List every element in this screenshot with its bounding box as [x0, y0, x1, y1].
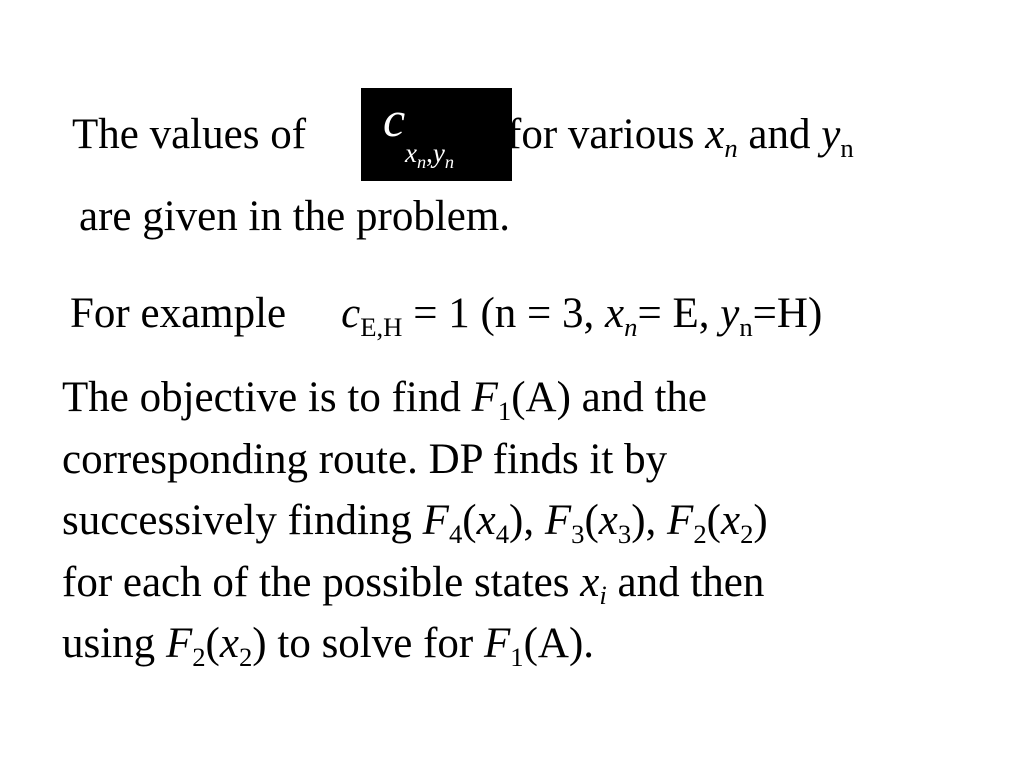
l3-paren-1: (: [462, 497, 477, 544]
l3-paren-6: ): [753, 497, 768, 544]
xi-sub: i: [599, 580, 607, 611]
example-lead: For example: [70, 290, 287, 337]
objective-line-4: [62, 560, 962, 622]
objective-l5-text: using: [62, 620, 166, 667]
x2-var: x: [720, 497, 741, 544]
objective-line-3: [62, 498, 962, 560]
objective-line-1: [62, 375, 962, 437]
l3-paren-5: (: [706, 497, 721, 544]
f4-var: F: [422, 497, 449, 544]
objective-l1-F-sub: 1: [497, 395, 512, 426]
xn-sub: n: [724, 132, 738, 163]
yn-var: y: [821, 111, 841, 158]
l5-x2-sub: 2: [238, 641, 253, 672]
objective-l5-mid: ) to solve for: [252, 620, 484, 667]
l3-paren-3: (: [584, 497, 599, 544]
example-yn-val: =H): [752, 290, 823, 337]
sub-comma: ,: [426, 138, 433, 168]
l5-f1-sub: 1: [510, 641, 524, 672]
l5-f2-sub: 2: [192, 641, 206, 672]
x4-sub: 4: [495, 518, 510, 549]
x3-var: x: [598, 497, 618, 544]
objective-l4-rest: and then: [606, 558, 765, 606]
intro-middle-text: for various: [507, 111, 706, 158]
yn-sub: n: [840, 132, 854, 163]
example-xn-var: x: [605, 290, 625, 337]
xi-var: x: [580, 558, 600, 606]
f2-var: F: [667, 497, 694, 544]
example-c-var: c: [341, 290, 361, 337]
f3-sub: 3: [571, 518, 585, 549]
objective-l2-text: corresponding route. DP finds it by: [62, 435, 668, 483]
objective-line-2: [62, 437, 962, 499]
intro-prefix-text: The values of: [72, 111, 307, 158]
objective-paragraph: [62, 375, 962, 683]
example-equals: = 1 (n = 3,: [402, 290, 606, 337]
and-text: and: [737, 111, 822, 158]
x4-var: x: [476, 497, 496, 544]
l3-paren-4: ),: [631, 497, 668, 544]
sub-y-n: n: [444, 151, 455, 172]
example-yn-var: y: [720, 290, 740, 337]
example-yn-sub: n: [739, 311, 753, 342]
l3-paren-2: ),: [509, 497, 545, 544]
objective-l1-F: F: [471, 374, 498, 421]
example-xn-val: = E,: [637, 290, 721, 337]
sub-x: x: [405, 138, 417, 168]
objective-l4-text: for each of the possible states: [62, 558, 581, 606]
objective-l1-rest: (A) and the: [511, 374, 708, 421]
example-line: [70, 290, 823, 342]
l5-f1-var: F: [483, 620, 511, 667]
sub-x-n: n: [416, 151, 427, 172]
f4-sub: 4: [448, 518, 463, 549]
intro-line-prefix: [72, 113, 306, 156]
objective-l5-end: (A).: [523, 620, 595, 667]
example-xn-sub: n: [624, 311, 638, 342]
xn-var: x: [705, 111, 725, 158]
l5-x2-var: x: [219, 620, 239, 667]
intro-line-suffix: [507, 111, 854, 163]
objective-l1-text: The objective is to find: [62, 374, 472, 421]
x2-sub: 2: [740, 518, 754, 549]
sub-y: y: [432, 138, 445, 168]
l5-paren-1: (: [205, 620, 220, 667]
given-text: are given in the problem.: [79, 193, 511, 240]
c-symbol-subscript: [405, 138, 455, 172]
example-c-sub: E,H: [360, 311, 403, 342]
objective-line-5: [62, 621, 962, 683]
f2-sub: 2: [693, 518, 707, 549]
objective-l3-text: successively finding: [62, 497, 423, 544]
intro-line-2: [79, 195, 510, 238]
c-symbol-box: [361, 88, 512, 181]
x3-sub: 3: [617, 518, 632, 549]
f3-var: F: [544, 497, 572, 544]
l5-f2-var: F: [165, 620, 193, 667]
c-symbol: c: [383, 91, 406, 147]
